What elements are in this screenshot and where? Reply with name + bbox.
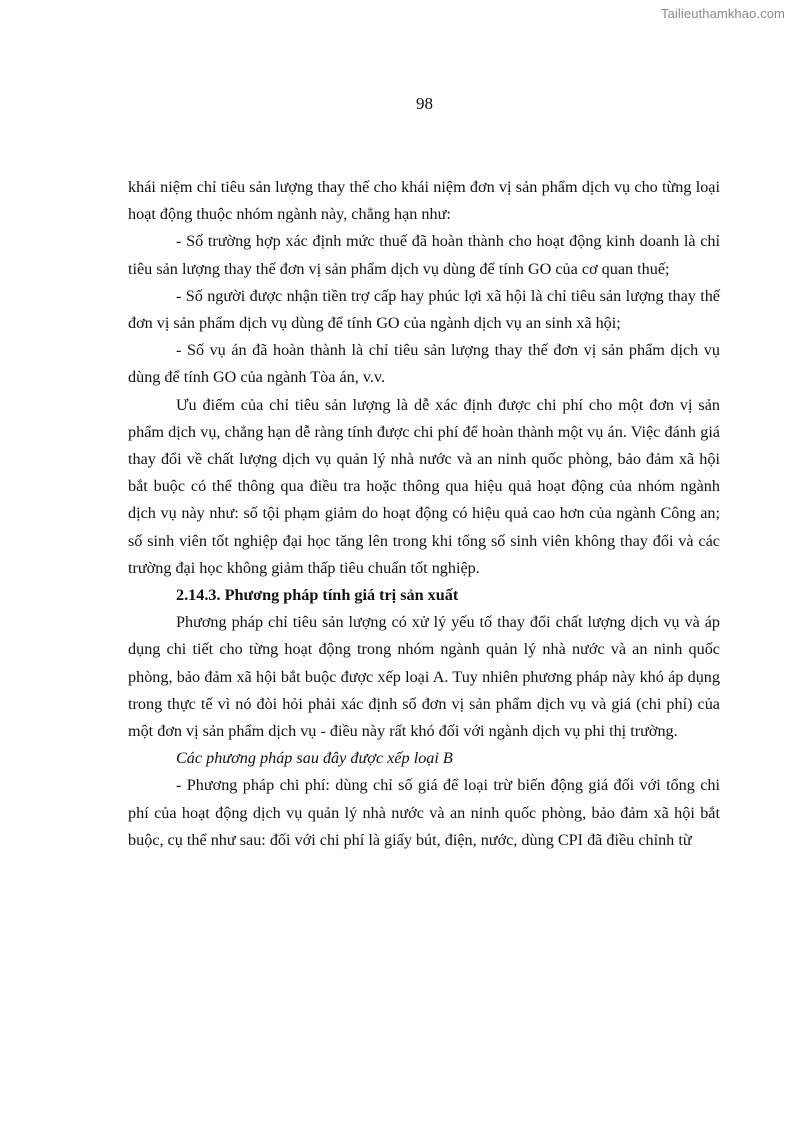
document-body	[128, 174, 720, 854]
section-heading: 2.14.3. Phương pháp tính giá trị sản xuất	[176, 586, 459, 605]
list-item: - Phương pháp chi phí: dùng chỉ số giá để loại trừ biến động giá đối với tổng chi phí của hoạt động dịch vụ quản lý nhà nước và an ninh quốc phòng, bảo đảm xã hội bắt buộc, cụ thể như sau: đối với chi phí là giấy bút, điện, nước, dùng CPI đã điều chỉnh từ	[128, 776, 720, 849]
watermark: Tailieuthamkhao.com	[660, 6, 785, 21]
page-number: 98	[416, 94, 433, 113]
list-item: - Số người được nhận tiền trợ cấp hay phúc lợi xã hội là chỉ tiêu sản lượng thay thế đơn vị sản phẩm dịch vụ dùng để tính GO của ngành dịch vụ an sinh xã hội;	[128, 286, 720, 333]
list-item: - Số vụ án đã hoàn thành là chỉ tiêu sản lượng thay thế đơn vị sản phẩm dịch vụ dùng để tính GO của ngành Tòa án, v.v.	[128, 341, 720, 387]
paragraph: khái niệm chỉ tiêu sản lượng thay thế cho khái niệm đơn vị sản phẩm dịch vụ cho từng loại hoạt động thuộc nhóm ngành này, chẳng hạn như:	[128, 178, 720, 224]
list-item: - Số trường hợp xác định mức thuế đã hoàn thành cho hoạt động kinh doanh là chỉ tiêu sản lượng thay thế đơn vị sản phẩm dịch vụ dùng để tính GO của cơ quan thuế;	[128, 232, 720, 278]
subheading: Các phương pháp sau đây được xếp loại B	[176, 749, 453, 768]
paragraph: Ưu điểm của chỉ tiêu sản lượng là dễ xác định được chi phí cho một đơn vị sản phẩm dịch vụ, chẳng hạn dễ ràng tính được chi phí để hoàn thành một vụ án. Việc đánh giá thay đổi về chất lượng dịch vụ quản lý nhà nước và an ninh quốc phòng, bảo đảm xã hội bắt buộc có thể thông qua điều tra hoặc thông qua hiệu quả hoạt động của nhóm ngành dịch vụ này như: số tội phạm giảm do hoạt động có hiệu quả cao hơn của ngành Công an; số sinh viên tốt nghiệp đại học tăng lên trong khi tổng số sinh viên không thay đổi và các trường đại học không giảm thấp tiêu chuẩn tốt nghiệp.	[128, 395, 720, 577]
paragraph: Phương pháp chỉ tiêu sản lượng có xử lý yếu tố thay đổi chất lượng dịch vụ và áp dụng chi tiết cho từng hoạt động trong nhóm ngành quản lý nhà nước và an ninh quốc phòng, bảo đảm xã hội bắt buộc được xếp loại A. Tuy nhiên phương pháp này khó áp dụng trong thực tế vì nó đòi hỏi phải xác định số đơn vị sản phẩm dịch vụ và giá (chi phí) của một đơn vị sản phẩm dịch vụ - điều này rất khó đối với ngành dịch vụ phi thị trường.	[128, 613, 720, 741]
